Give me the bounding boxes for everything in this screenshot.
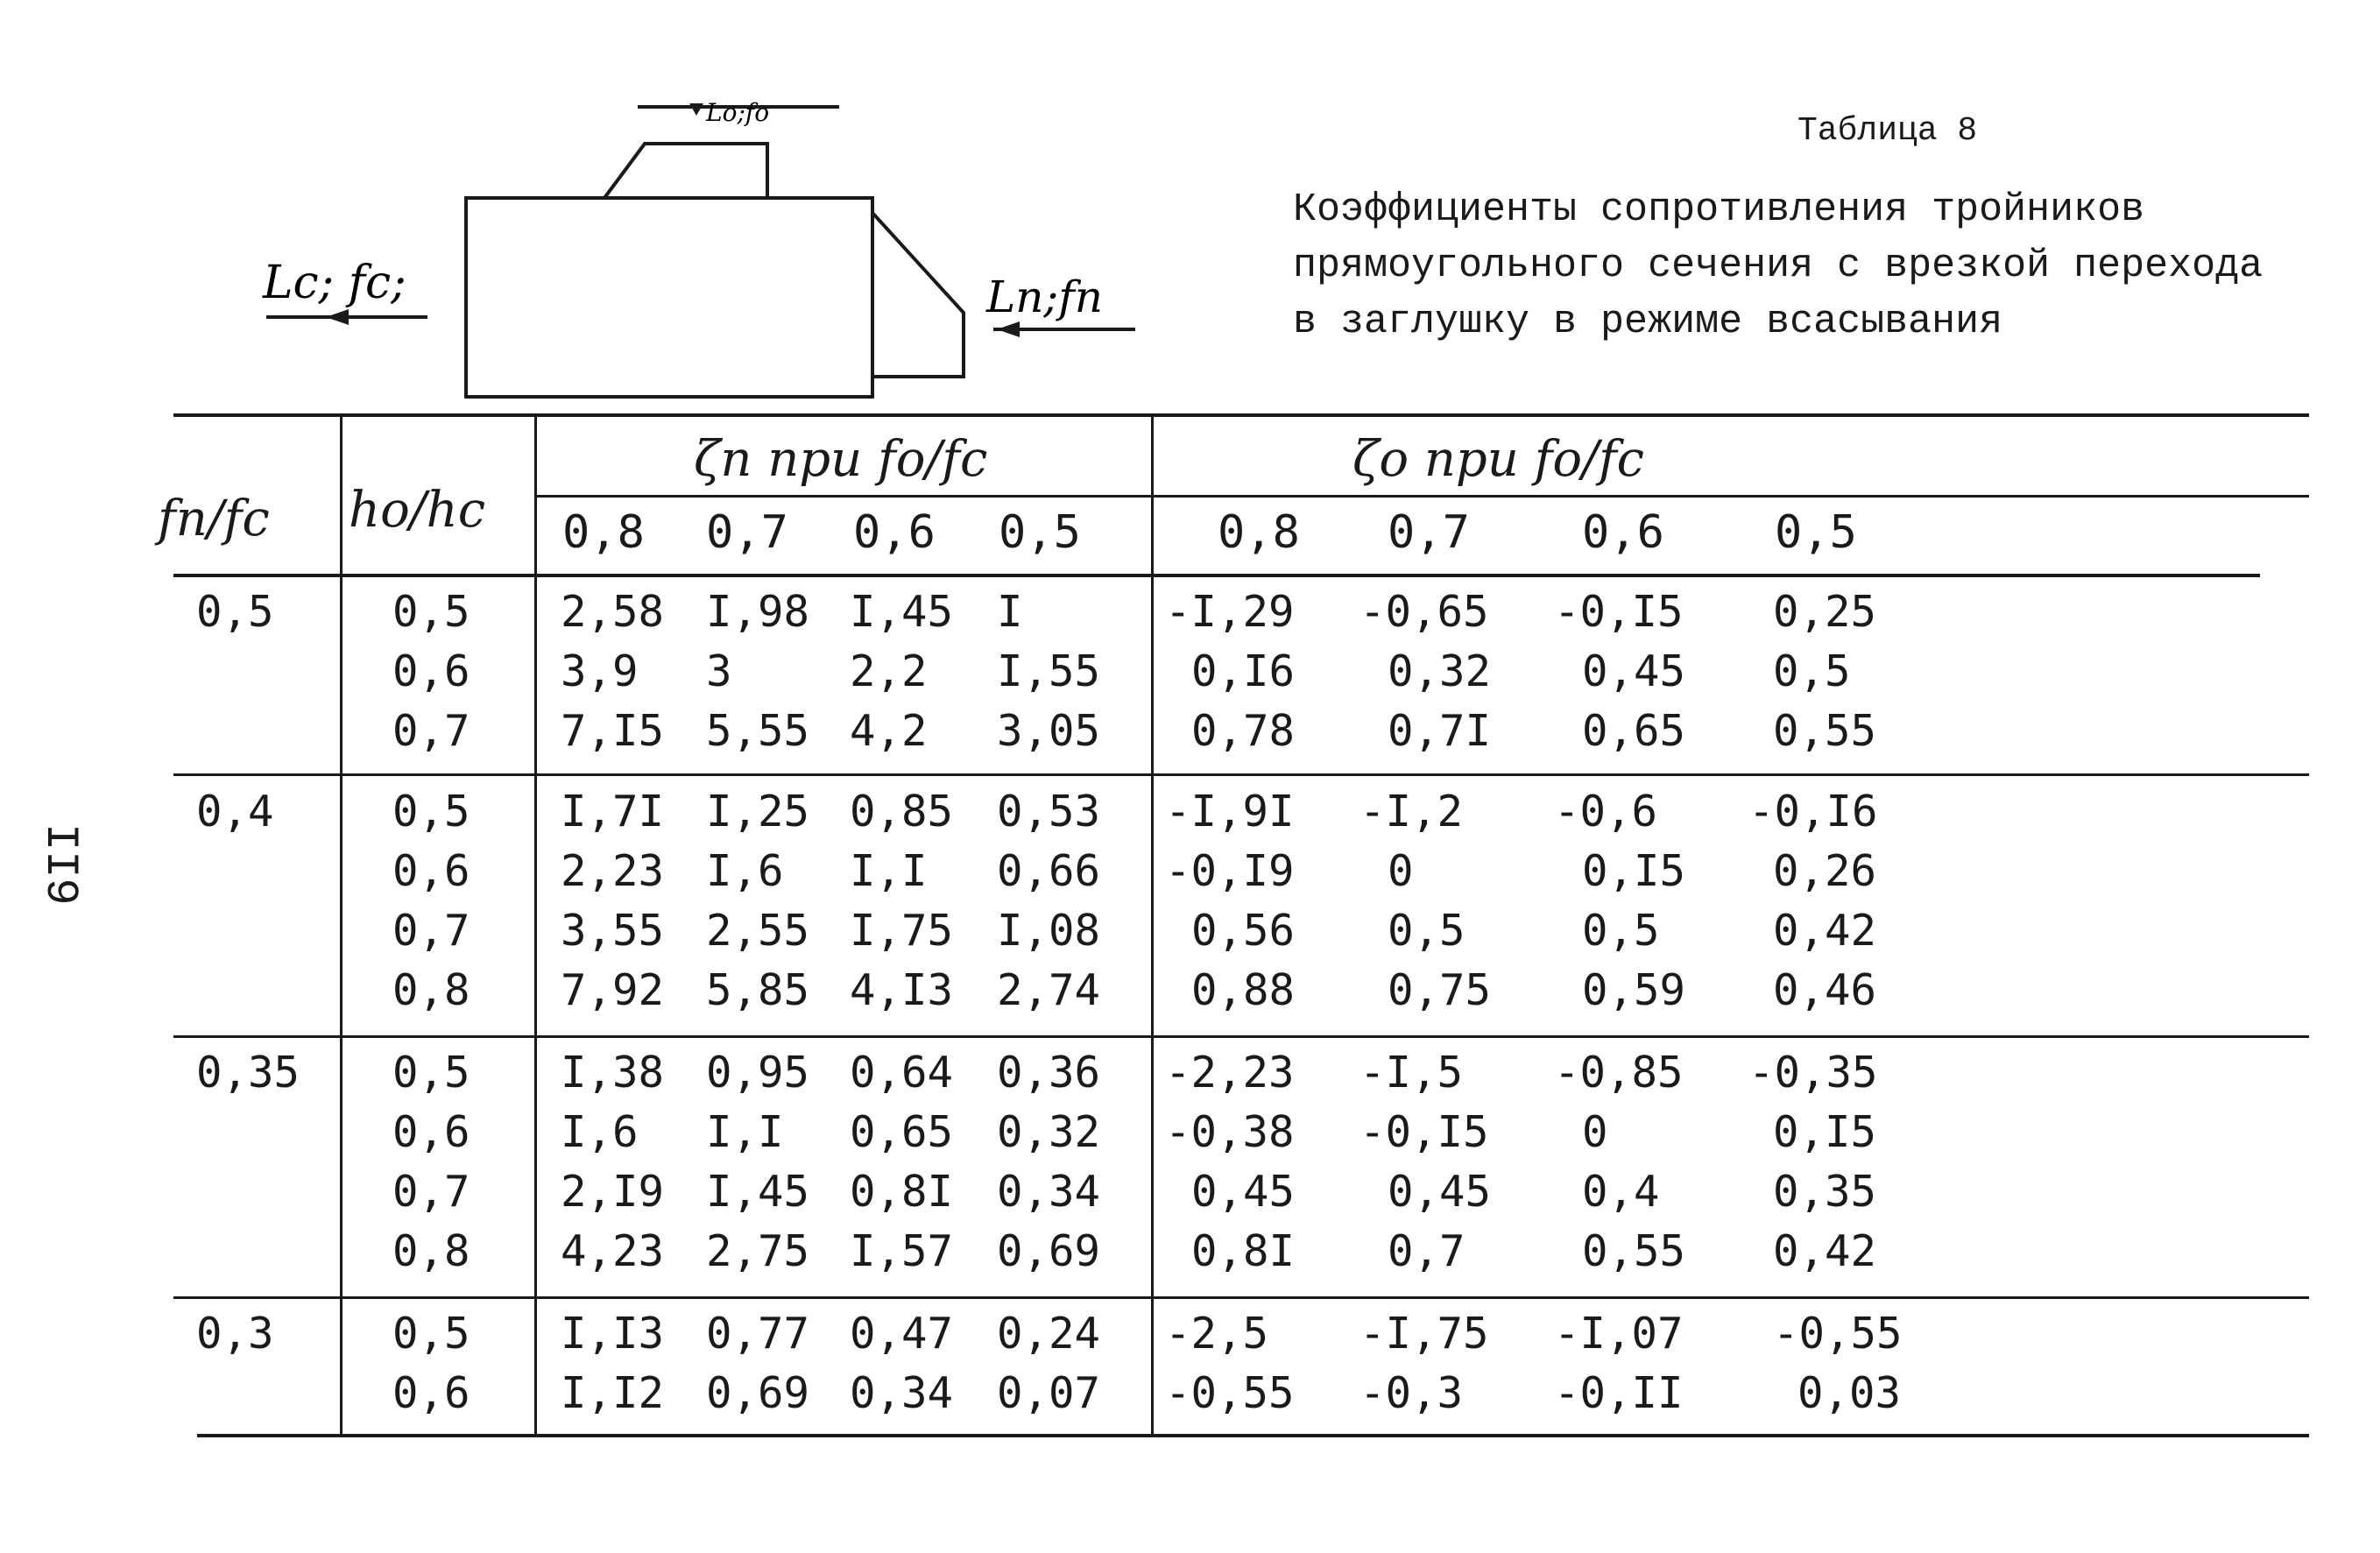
cell-zo: -2,5 [1165, 1309, 1269, 1359]
sub-header-zn-2: 0,7 [706, 506, 788, 559]
cell-zn: I,6 [561, 1107, 639, 1157]
sub-header-zo-2: 0,7 [1388, 506, 1470, 559]
cell-zo: -0,55 [1165, 1368, 1295, 1418]
group-header-zo: ζо при fo/fc [1352, 431, 1645, 488]
col-header-fn-fc: fn/fc [158, 491, 270, 547]
cell-zo: 0,I6 [1191, 646, 1296, 696]
cell-zn: 0,85 [850, 787, 954, 837]
table-top-rule [173, 413, 2309, 417]
cell-fn: 0,3 [196, 1309, 274, 1359]
cell-zn: I,55 [997, 646, 1101, 696]
cell-zo: 0,59 [1582, 965, 1686, 1015]
cell-zo: 0,5 [1773, 646, 1851, 696]
cell-ho: 0,6 [392, 1368, 470, 1418]
cell-zo: -0,55 [1773, 1309, 1903, 1359]
cell-zo: 0,7I [1388, 706, 1492, 756]
cell-ho: 0,6 [392, 846, 470, 896]
cell-zn: I,I3 [561, 1309, 665, 1359]
cell-zn: 3,9 [561, 646, 639, 696]
header-bottom-rule [173, 574, 2260, 577]
cell-zn: I,98 [706, 587, 810, 637]
cell-fn: 0,35 [196, 1048, 300, 1098]
cell-ho: 0,6 [392, 1107, 470, 1157]
cell-fn: 0,4 [196, 787, 274, 837]
cell-zo: 0,35 [1773, 1167, 1877, 1217]
cell-zo: 0 [1582, 1107, 1608, 1157]
cell-zn: I,57 [850, 1226, 954, 1276]
cell-zo: 0,56 [1191, 906, 1296, 956]
cell-ho: 0,5 [392, 587, 470, 637]
cell-zn: I,I [850, 846, 928, 896]
cell-zn: 2,75 [706, 1226, 810, 1276]
cell-zo: 0,45 [1388, 1167, 1492, 1217]
cell-zn: 0,69 [997, 1226, 1101, 1276]
cell-ho: 0,6 [392, 646, 470, 696]
title-line-2: прямоугольного сечения с врезкой перехода [1293, 244, 2263, 288]
group-separator-2 [173, 1035, 2309, 1038]
cell-zo: 0,88 [1191, 965, 1296, 1015]
cell-zn: 2,2 [850, 646, 928, 696]
cell-zo: 0,25 [1773, 587, 1877, 637]
cell-ho: 0,7 [392, 906, 470, 956]
cell-zn: I,7I [561, 787, 665, 837]
table-number: Таблица 8 [1797, 112, 1978, 150]
cell-ho: 0,5 [392, 787, 470, 837]
cell-zn: 0,8I [850, 1167, 954, 1217]
cell-zo: 0,32 [1388, 646, 1492, 696]
cell-zo: 0,45 [1191, 1167, 1296, 1217]
cell-zo: 0,4 [1582, 1167, 1660, 1217]
sub-header-zo-1: 0,8 [1218, 506, 1300, 559]
vline-ho-zn [534, 417, 537, 1436]
cell-zo: -0,6 [1554, 787, 1658, 837]
cell-zn: 0,66 [997, 846, 1101, 896]
diagram-left-label: Lc; fc; [263, 257, 406, 309]
cell-zo: 0,7 [1388, 1226, 1465, 1276]
cell-zo: -0,I5 [1554, 587, 1684, 637]
cell-zn: 2,58 [561, 587, 665, 637]
cell-zo: 0,42 [1773, 1226, 1877, 1276]
cell-zo: -0,II [1554, 1368, 1684, 1418]
diagram-right-label: Ln;fn [986, 272, 1103, 322]
cell-zn: I,I2 [561, 1368, 665, 1418]
cell-zn: 4,I3 [850, 965, 954, 1015]
sub-header-zn-4: 0,5 [999, 506, 1081, 559]
sub-header-zn-3: 0,6 [853, 506, 936, 559]
group-header-zn: ζп при fo/fc [694, 431, 988, 488]
cell-zo: -2,23 [1165, 1048, 1295, 1098]
cell-zo: -I,5 [1359, 1048, 1464, 1098]
cell-zn: I,25 [706, 787, 810, 837]
cell-zo: -0,35 [1748, 1048, 1878, 1098]
cell-ho: 0,5 [392, 1048, 470, 1098]
cell-zn: I,08 [997, 906, 1101, 956]
cell-zo: 0,75 [1388, 965, 1492, 1015]
vline-zn-zo [1151, 417, 1154, 1436]
diagram-top-label: Lo;fo [706, 98, 770, 127]
group-separator-3 [173, 1296, 2309, 1299]
cell-zn: 3 [706, 646, 732, 696]
cell-zo: -0,85 [1554, 1048, 1684, 1098]
vline-fn-ho [340, 417, 343, 1436]
cell-zn: 0,53 [997, 787, 1101, 837]
title-line-1: Коэффициенты сопротивления тройников [1293, 187, 2145, 232]
cell-zn: I,75 [850, 906, 954, 956]
cell-zo: 0,55 [1582, 1226, 1686, 1276]
cell-zo: 0,78 [1191, 706, 1296, 756]
cell-zo: 0,55 [1773, 706, 1877, 756]
cell-fn: 0,5 [196, 587, 274, 637]
cell-zo: 0,I5 [1773, 1107, 1877, 1157]
cell-zn: I,I [706, 1107, 784, 1157]
title-line-3: в заглушку в режиме всасывания [1293, 300, 2003, 344]
cell-zn: 0,65 [850, 1107, 954, 1157]
cell-zn: 3,05 [997, 706, 1101, 756]
cell-zn: 0,24 [997, 1309, 1101, 1359]
cell-zo: -I,75 [1359, 1309, 1489, 1359]
group-header-rule [534, 495, 2309, 498]
cell-zo: 0,03 [1797, 1368, 1902, 1418]
cell-zo: 0,5 [1388, 906, 1465, 956]
cell-zo: -I,29 [1165, 587, 1295, 637]
cell-zn: 2,55 [706, 906, 810, 956]
cell-zo: -I,07 [1554, 1309, 1684, 1359]
cell-zn: 0,07 [997, 1368, 1101, 1418]
cell-zo: -0,I5 [1359, 1107, 1489, 1157]
cell-zn: 7,I5 [561, 706, 665, 756]
cell-zn: I,38 [561, 1048, 665, 1098]
page-number: II9 [34, 823, 86, 906]
cell-zo: -0,3 [1359, 1368, 1464, 1418]
cell-zn: 4,23 [561, 1226, 665, 1276]
sub-header-zo-4: 0,5 [1775, 506, 1857, 559]
cell-zo: -0,65 [1359, 587, 1489, 637]
cell-ho: 0,8 [392, 1226, 470, 1276]
cell-zn: 0,36 [997, 1048, 1101, 1098]
cell-zn: 5,85 [706, 965, 810, 1015]
cell-zo: 0,8I [1191, 1226, 1296, 1276]
cell-zo: -I,2 [1359, 787, 1464, 837]
cell-zn: 0,34 [997, 1167, 1101, 1217]
cell-zn: 0,95 [706, 1048, 810, 1098]
cell-zn: 0,32 [997, 1107, 1101, 1157]
cell-zn: 0,77 [706, 1309, 810, 1359]
cell-zn: 2,74 [997, 965, 1101, 1015]
group-separator-1 [173, 773, 2309, 776]
cell-zo: 0,5 [1582, 906, 1660, 956]
cell-zo: 0,I5 [1582, 846, 1686, 896]
cell-zn: 5,55 [706, 706, 810, 756]
table-bottom-rule [197, 1434, 2309, 1437]
cell-ho: 0,7 [392, 1167, 470, 1217]
cell-zn: I,6 [706, 846, 784, 896]
cell-zn: 3,55 [561, 906, 665, 956]
cell-zo: -0,I9 [1165, 846, 1295, 896]
cell-zn: 0,47 [850, 1309, 954, 1359]
cell-ho: 0,5 [392, 1309, 470, 1359]
cell-zn: I,45 [706, 1167, 810, 1217]
cell-zn: 2,I9 [561, 1167, 665, 1217]
cell-zn: I,45 [850, 587, 954, 637]
cell-zo: 0,26 [1773, 846, 1877, 896]
sub-header-zo-3: 0,6 [1582, 506, 1664, 559]
cell-zo: 0,65 [1582, 706, 1686, 756]
cell-zn: 0,64 [850, 1048, 954, 1098]
cell-zn: 4,2 [850, 706, 928, 756]
cell-ho: 0,7 [392, 706, 470, 756]
sub-header-zn-1: 0,8 [562, 506, 645, 559]
cell-zo: -0,38 [1165, 1107, 1295, 1157]
cell-zn: 2,23 [561, 846, 665, 896]
cell-zn: 0,34 [850, 1368, 954, 1418]
cell-zn: I [997, 587, 1023, 637]
cell-zo: 0 [1388, 846, 1414, 896]
cell-zo: 0,42 [1773, 906, 1877, 956]
cell-zo: 0,46 [1773, 965, 1877, 1015]
cell-zo: -0,I6 [1748, 787, 1878, 837]
col-header-ho-hc: ho/hc [349, 482, 486, 539]
cell-zn: 0,69 [706, 1368, 810, 1418]
cell-zo: -I,9I [1165, 787, 1295, 837]
cell-ho: 0,8 [392, 965, 470, 1015]
cell-zn: 7,92 [561, 965, 665, 1015]
cell-zo: 0,45 [1582, 646, 1686, 696]
